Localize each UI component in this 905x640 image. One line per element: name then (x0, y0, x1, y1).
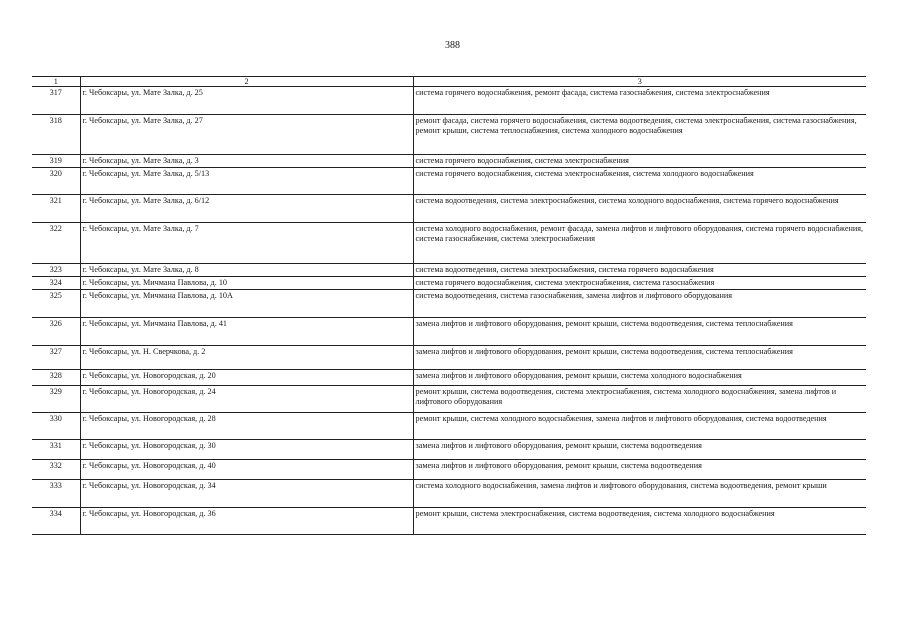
row-number: 327 (32, 346, 80, 370)
row-address: г. Чебоксары, ул. Мичмана Павлова, д. 41 (80, 318, 413, 346)
table-row (32, 480, 866, 508)
row-works: ремонт крыши, система электроснабжения, система водоотведения, система холодного водоснабжения (413, 508, 866, 535)
column-header-address: 2 (80, 77, 413, 87)
row-number: 331 (32, 440, 80, 460)
row-number: 325 (32, 290, 80, 318)
table-row (32, 318, 866, 346)
row-works: замена лифтов и лифтового оборудования, ремонт крыши, система водоотведения, система теплоснабжения (413, 346, 866, 370)
table-row (32, 87, 866, 115)
row-address: г. Чебоксары, ул. Мате Залка, д. 27 (80, 115, 413, 155)
row-works: система горячего водоснабжения, система электроснабжения (413, 155, 866, 168)
row-address: г. Чебоксары, ул. Мате Залка, д. 6/12 (80, 195, 413, 223)
row-address: г. Чебоксары, ул. Новогородская, д. 40 (80, 460, 413, 480)
row-works: замена лифтов и лифтового оборудования, ремонт крыши, система водоотведения (413, 440, 866, 460)
table-row (32, 155, 866, 168)
table-row (32, 508, 866, 535)
table-body (32, 87, 866, 535)
row-number: 317 (32, 87, 80, 115)
row-works: замена лифтов и лифтового оборудования, ремонт крыши, система водоотведения (413, 460, 866, 480)
row-works: система водоотведения, система газоснабжения, замена лифтов и лифтового оборудования (413, 290, 866, 318)
row-address: г. Чебоксары, ул. Н. Сверчкова, д. 2 (80, 346, 413, 370)
row-works: замена лифтов и лифтового оборудования, ремонт крыши, система водоотведения, система теплоснабжения (413, 318, 866, 346)
row-address: г. Чебоксары, ул. Мате Залка, д. 3 (80, 155, 413, 168)
row-address: г. Чебоксары, ул. Новогородская, д. 24 (80, 386, 413, 413)
row-works: система горячего водоснабжения, система электроснабжения, система газоснабжения (413, 277, 866, 290)
row-number: 330 (32, 413, 80, 440)
row-address: г. Чебоксары, ул. Мичмана Павлова, д. 10 (80, 277, 413, 290)
row-address: г. Чебоксары, ул. Мате Залка, д. 8 (80, 264, 413, 277)
row-address: г. Чебоксары, ул. Мате Залка, д. 7 (80, 223, 413, 264)
table-row (32, 168, 866, 195)
row-works: система водоотведения, система электроснабжения, система холодного водоснабжения, система горячего водоснабжения (413, 195, 866, 223)
registry-table (32, 76, 866, 535)
row-works: система горячего водоснабжения, ремонт фасада, система газоснабжения, система электроснабжения (413, 87, 866, 115)
row-works: система горячего водоснабжения, система электроснабжения, система холодного водоснабжения (413, 168, 866, 195)
row-number: 328 (32, 370, 80, 386)
table-row (32, 346, 866, 370)
column-header-number: 1 (32, 77, 80, 87)
row-address: г. Чебоксары, ул. Мате Залка, д. 5/13 (80, 168, 413, 195)
row-number: 333 (32, 480, 80, 508)
row-works: ремонт крыши, система водоотведения, система электроснабжения, система холодного водоснабжения, замена лифтов и лифтового оборудования (413, 386, 866, 413)
row-works: ремонт фасада, система горячего водоснабжения, система водоотведения, система электроснабжения, система газоснабжения, ремонт крыши, система теплоснабжения, система холодного водоснабжения (413, 115, 866, 155)
row-works: система водоотведения, система электроснабжения, система горячего водоснабжения (413, 264, 866, 277)
row-works: система холодного водоснабжения, ремонт фасада, замена лифтов и лифтового оборудования, система горячего водоснабжения, система газоснабжения, система электроснабжения (413, 223, 866, 264)
table-row (32, 370, 866, 386)
row-number: 323 (32, 264, 80, 277)
row-address: г. Чебоксары, ул. Новогородская, д. 34 (80, 480, 413, 508)
table-row (32, 195, 866, 223)
column-header-works: 3 (413, 77, 866, 87)
row-number: 322 (32, 223, 80, 264)
table-row (32, 277, 866, 290)
table-header (32, 77, 866, 87)
row-address: г. Чебоксары, ул. Новогородская, д. 28 (80, 413, 413, 440)
row-number: 334 (32, 508, 80, 535)
row-number: 332 (32, 460, 80, 480)
row-number: 329 (32, 386, 80, 413)
row-address: г. Чебоксары, ул. Новогородская, д. 36 (80, 508, 413, 535)
row-works: ремонт крыши, система холодного водоснабжения, замена лифтов и лифтового оборудования, система водоотведения (413, 413, 866, 440)
table-row (32, 264, 866, 277)
row-address: г. Чебоксары, ул. Мате Залка, д. 25 (80, 87, 413, 115)
row-address: г. Чебоксары, ул. Новогородская, д. 30 (80, 440, 413, 460)
row-address: г. Чебоксары, ул. Мичмана Павлова, д. 10А (80, 290, 413, 318)
table-row (32, 223, 866, 264)
row-works: замена лифтов и лифтового оборудования, ремонт крыши, система холодного водоснабжения (413, 370, 866, 386)
table-row (32, 413, 866, 440)
row-number: 326 (32, 318, 80, 346)
row-number: 320 (32, 168, 80, 195)
table-row (32, 440, 866, 460)
row-number: 319 (32, 155, 80, 168)
table-row (32, 290, 866, 318)
header-row (32, 77, 866, 87)
table-row (32, 115, 866, 155)
page-number: 388 (445, 40, 460, 51)
row-number: 321 (32, 195, 80, 223)
table-row (32, 460, 866, 480)
row-number: 324 (32, 277, 80, 290)
row-address: г. Чебоксары, ул. Новогородская, д. 20 (80, 370, 413, 386)
row-number: 318 (32, 115, 80, 155)
table-row (32, 386, 866, 413)
row-works: система холодного водоснабжения, замена лифтов и лифтового оборудования, система водоотведения, ремонт крыши (413, 480, 866, 508)
